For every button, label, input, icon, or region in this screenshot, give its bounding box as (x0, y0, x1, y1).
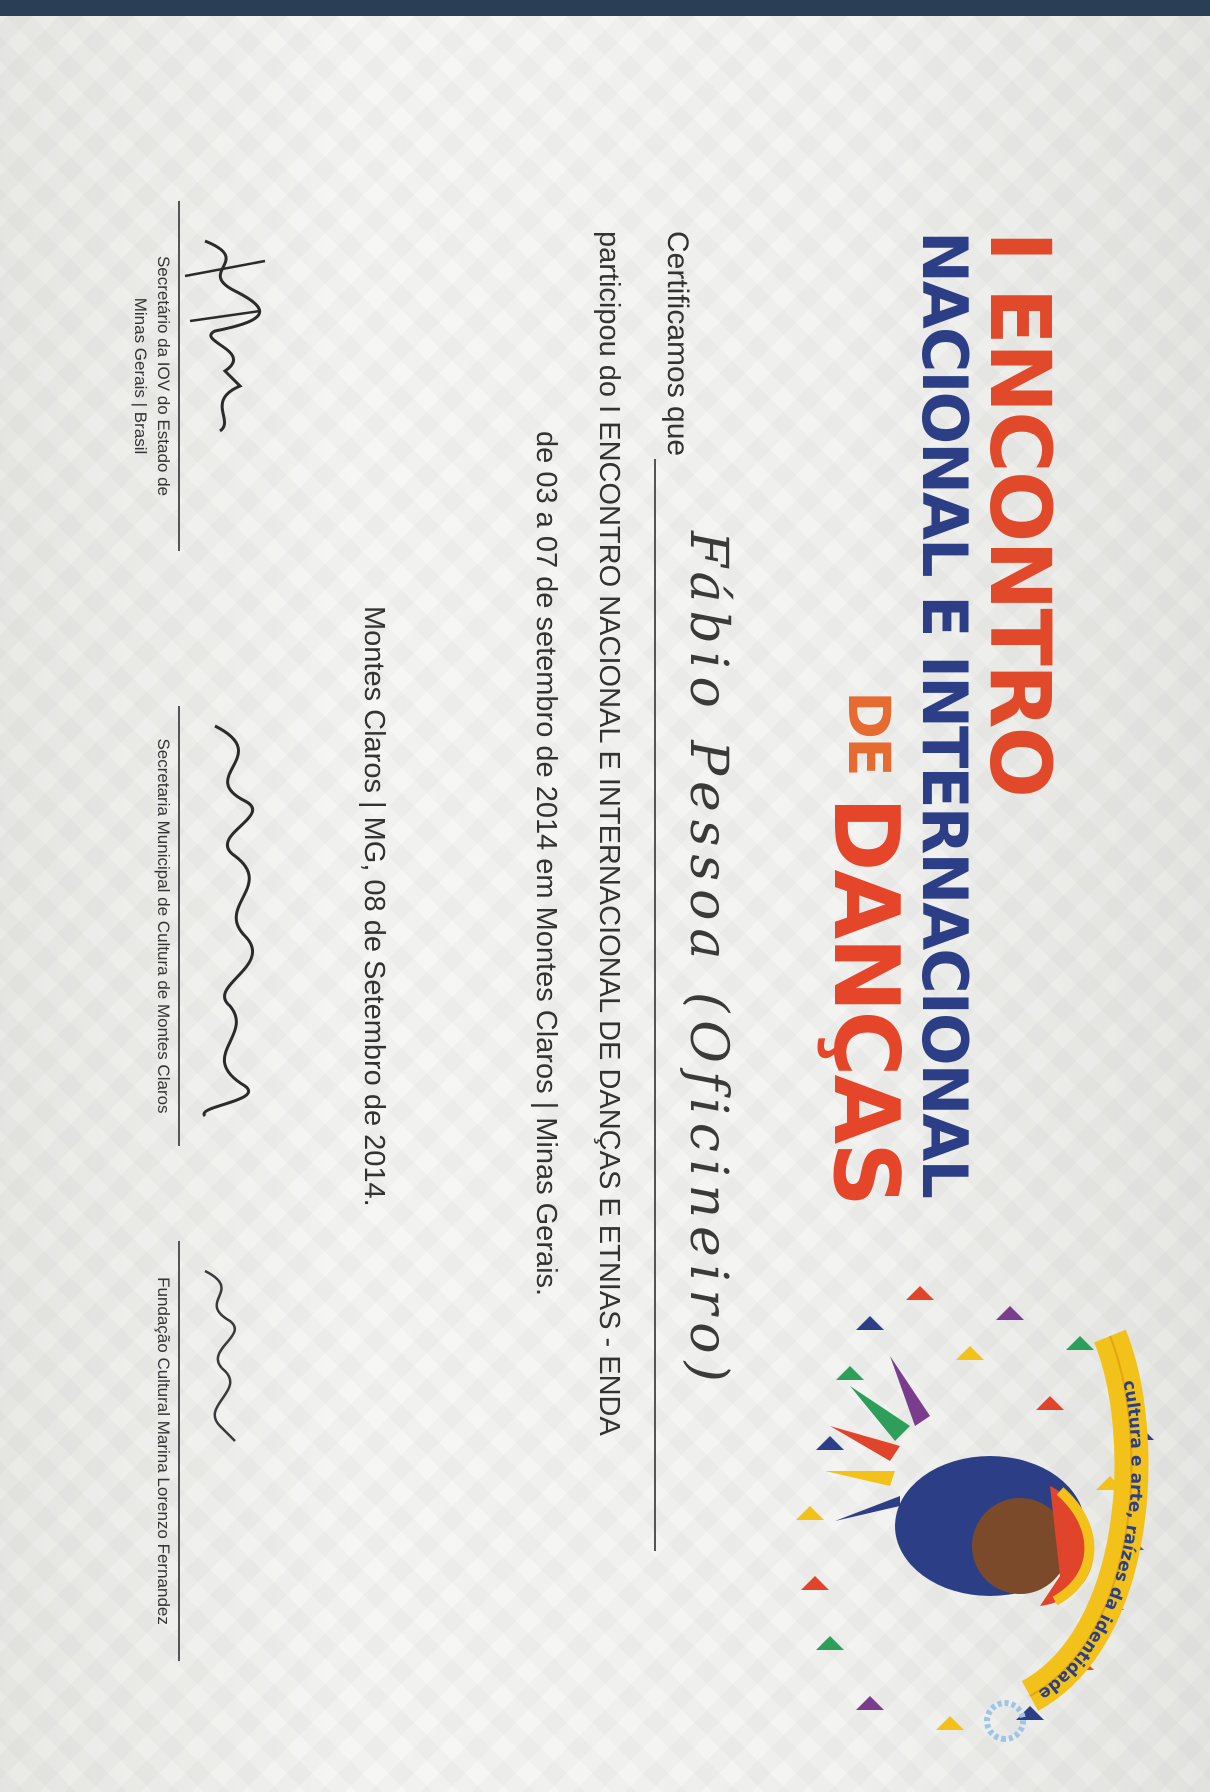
signature-mark-3 (175, 1241, 285, 1661)
signature-mark-1 (175, 201, 295, 551)
signature-mark-2 (175, 706, 305, 1146)
certify-line (654, 231, 738, 1551)
logo-tagline: cultura e arte, raízes da identidade (1034, 1378, 1147, 1705)
signature-block-2 (151, 706, 180, 1146)
signature-block-1 (128, 201, 180, 551)
event-logo (790, 1276, 1170, 1746)
signature-2-title: Secretaria Municipal de Cultura de Montes Claros (154, 738, 173, 1114)
signature-1-title: Secretário da IOV do Estado de (154, 255, 173, 497)
recipient-rule (654, 459, 656, 1551)
signature-1-subtitle: Minas Gerais | Brasil (131, 297, 151, 455)
certificate (0, 16, 1210, 1792)
scan-top-edge (0, 0, 1210, 16)
title-line-2: NACIONAL E INTERNACIONAL (908, 231, 981, 1197)
recipient-handwritten-name: Fábio Pessoa (Oficineiro) (678, 531, 738, 1390)
title-line-1: I ENCONTRO (971, 231, 1069, 796)
body-line-1: participou do I ENCONTRO NACIONAL E INTERNACIONAL DE DANÇAS E ETNIAS - ENDA (593, 231, 625, 1436)
certify-label: Certificamos que (661, 231, 694, 457)
body-line-2: de 03 a 07 de setembro de 2014 em Montes Claros | Minas Gerais. (530, 431, 562, 1297)
title-dancas: DANÇAS (813, 796, 918, 1205)
seal-ring-icon (980, 1696, 1030, 1746)
title-de: DE (835, 691, 903, 775)
title-line-3 (813, 691, 918, 1205)
signature-block-3 (151, 1241, 180, 1661)
signature-3-title: Fundação Cultural Marina Lorenzo Fernandez (154, 1277, 173, 1625)
body-line-3: Montes Claros | MG, 08 de Setembro de 2014. (358, 606, 390, 1207)
